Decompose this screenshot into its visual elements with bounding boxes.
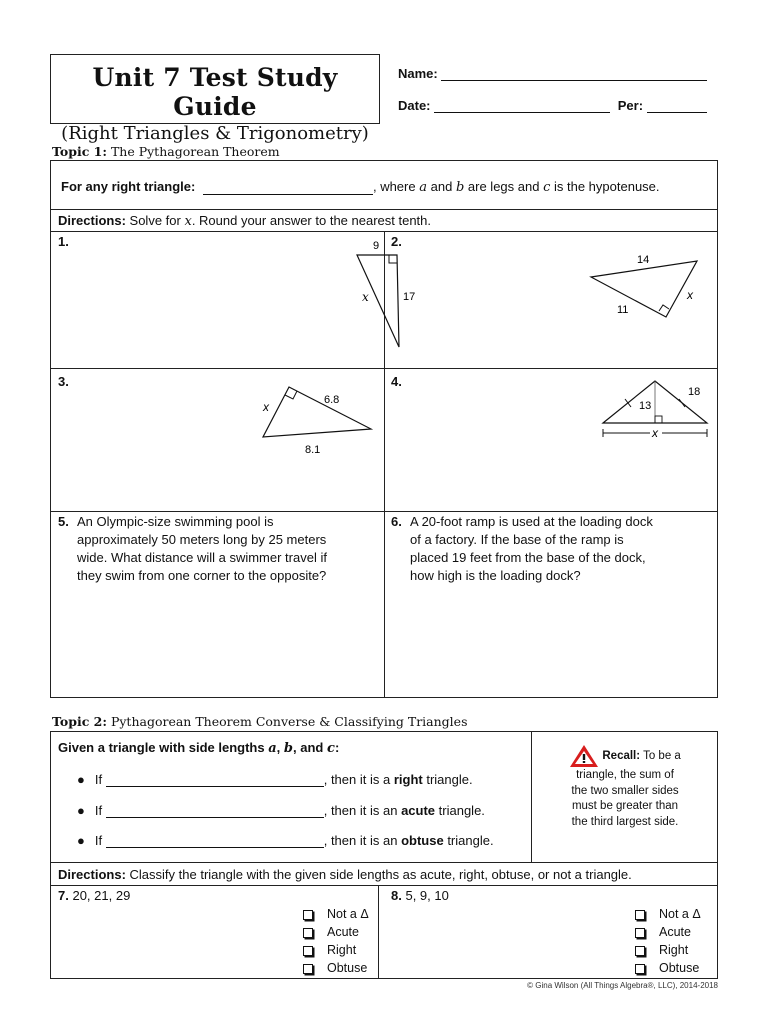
rule-text: and	[430, 179, 453, 194]
right-angle-mark	[659, 305, 669, 311]
triangle-3-diagram	[251, 383, 381, 463]
punct: ,	[293, 740, 297, 755]
option-label: Right	[659, 943, 689, 957]
recall-text: the third largest side.	[571, 815, 679, 828]
label-x: x	[263, 400, 269, 414]
divider	[531, 732, 532, 862]
bullet-if: If	[94, 772, 103, 787]
problem-text-line: how high is the loading dock?	[410, 568, 581, 583]
page-title: Unit 7 Test Study Guide	[92, 63, 338, 121]
var-b: b	[283, 741, 294, 756]
problem-3-number: 3.	[58, 374, 69, 389]
right-angle-mark	[389, 255, 397, 263]
option-label: Right	[327, 943, 357, 957]
topic2-directions	[58, 867, 632, 882]
topic2-box	[50, 731, 718, 979]
page-subtitle: (Right Triangles & Trigonometry)	[61, 123, 369, 144]
divider	[51, 885, 717, 886]
problem-text-line: they swim from one corner to the opposite?	[77, 568, 327, 583]
option-not-triangle[interactable]	[635, 905, 701, 923]
problem-text-line: A 20-foot ramp is used at the loading dock	[410, 514, 653, 529]
bullet-end: triangle.	[447, 833, 494, 848]
problem-5-number: 5.	[58, 514, 69, 529]
topic1-directions	[58, 213, 431, 229]
bullet-right	[77, 772, 473, 787]
var-b: b	[455, 180, 465, 195]
condition-blank[interactable]	[106, 835, 324, 848]
label-x: x	[362, 290, 369, 304]
checkbox[interactable]	[303, 964, 313, 974]
problem-text-line: An Olympic-size swimming pool is	[77, 514, 274, 529]
problem-text-line: approximately 50 meters long by 25 meters	[77, 532, 327, 547]
bullet-acute	[77, 803, 485, 818]
option-obtuse[interactable]	[635, 959, 701, 977]
problem-7-options	[303, 905, 369, 977]
checkbox[interactable]	[303, 946, 313, 956]
checkbox[interactable]	[303, 928, 313, 938]
option-label: Not a Δ	[327, 907, 369, 921]
label-x: x	[687, 288, 693, 302]
rule-text: are legs and	[467, 179, 540, 194]
triangle-2-diagram	[581, 243, 721, 333]
topic2-prefix: Topic 2:	[52, 714, 107, 729]
and-text: and	[300, 740, 324, 755]
bullet-end: triangle.	[426, 772, 473, 787]
directions-text: . Round your answer to the nearest tenth.	[191, 213, 432, 228]
given-text: Given a triangle with side lengths	[58, 740, 265, 755]
copyright-footer: © Gina Wilson (All Things Algebra®, LLC), 2014-2018	[527, 981, 718, 990]
directions-label: Directions:	[58, 213, 126, 228]
topic2-title: Pythagorean Theorem Converse & Classifying Triangles	[110, 714, 468, 729]
label-top: 14	[637, 254, 650, 266]
var-c: c	[327, 741, 335, 756]
option-label: Acute	[659, 925, 691, 939]
topic1-box	[50, 160, 718, 698]
option-label: Obtuse	[327, 961, 368, 975]
option-acute[interactable]	[635, 923, 701, 941]
topic2-heading	[52, 714, 467, 729]
triangle-4-diagram	[591, 377, 721, 447]
bullet-dot: ●	[77, 803, 85, 818]
problem-text-line: placed 19 feet from the base of the dock,	[410, 550, 646, 565]
date-row	[398, 98, 707, 113]
tick-mark	[679, 399, 685, 407]
divider	[51, 862, 717, 863]
bullet-dot: ●	[77, 833, 85, 848]
option-label: Not a Δ	[659, 907, 701, 921]
checkbox[interactable]	[635, 910, 645, 920]
triangle-1-diagram	[301, 237, 431, 357]
bullet-if: If	[94, 833, 103, 848]
problem-text-line: of a factory. If the base of the ramp is	[410, 532, 624, 547]
rule-text: is the hypotenuse.	[554, 179, 660, 194]
option-not-triangle[interactable]	[303, 905, 369, 923]
label-left: 11	[617, 304, 629, 316]
divider	[51, 209, 717, 210]
label-height: 13	[639, 400, 652, 412]
option-obtuse[interactable]	[303, 959, 369, 977]
date-field[interactable]	[434, 98, 610, 113]
bullet-then: , then it is a	[323, 772, 391, 787]
punct: ,	[276, 740, 281, 755]
problem-7	[58, 888, 130, 903]
bullet-then: , then it is an	[323, 833, 398, 848]
date-label: Date:	[398, 98, 431, 113]
option-right[interactable]	[635, 941, 701, 959]
label-top: 6.8	[324, 394, 340, 406]
tick-mark	[625, 399, 631, 407]
rule-text: , where	[372, 179, 416, 194]
pythagorean-rule	[61, 179, 711, 195]
directions-text: Solve for	[129, 213, 181, 228]
recall-note	[537, 744, 713, 830]
option-label: Obtuse	[659, 961, 700, 975]
warning-icon	[569, 744, 599, 768]
directions-label: Directions:	[58, 867, 126, 882]
given-statement	[58, 740, 339, 756]
label-top: 9	[373, 240, 380, 252]
rule-label: For any right triangle:	[61, 179, 196, 194]
bullet-if: If	[94, 803, 103, 818]
divider	[378, 885, 379, 979]
topic1-heading	[52, 144, 280, 159]
recall-text: triangle, the sum of	[576, 769, 674, 781]
per-label: Per:	[617, 98, 644, 113]
word-problem-5	[58, 513, 378, 585]
label-side: 18	[688, 386, 701, 398]
per-field[interactable]	[647, 98, 707, 113]
triangle-3	[263, 387, 371, 437]
directions-text: Classify the triangle with the given side lengths as acute, right, obtuse, or not a triangle.	[129, 867, 632, 882]
recall-text: To be a	[643, 750, 681, 763]
checkbox[interactable]	[635, 928, 645, 938]
name-row	[398, 66, 707, 81]
punct: :	[334, 740, 340, 755]
problem-7-sides: 20, 21, 29	[72, 888, 131, 903]
name-field[interactable]	[441, 66, 707, 81]
checkbox[interactable]	[635, 946, 645, 956]
option-acute[interactable]	[303, 923, 369, 941]
bullet-end: triangle.	[438, 803, 485, 818]
option-label: Acute	[327, 925, 359, 939]
label-right: 17	[403, 291, 416, 303]
title-box	[50, 54, 380, 144]
problem-text-line: wide. What distance will a swimmer travel if	[77, 550, 327, 565]
condition-blank[interactable]	[106, 805, 324, 818]
triangle-type: acute	[401, 803, 436, 818]
option-right[interactable]	[303, 941, 369, 959]
problem-4-number: 4.	[391, 374, 402, 389]
problem-2-number: 2.	[391, 234, 402, 249]
condition-blank[interactable]	[106, 774, 324, 787]
problem-1-number: 1.	[58, 234, 69, 249]
name-label: Name:	[398, 66, 438, 81]
triangle-2	[591, 261, 697, 317]
recall-text: the two smaller sides	[571, 784, 679, 797]
bullet-dot: ●	[77, 772, 85, 787]
problem-8	[391, 888, 449, 903]
topic1-prefix: Topic 1:	[52, 144, 107, 159]
word-problem-6	[391, 513, 711, 585]
problem-8-options	[635, 905, 701, 977]
var-c: c	[543, 180, 551, 195]
recall-text: must be greater than	[571, 800, 679, 812]
bullet-obtuse	[77, 833, 494, 848]
bullet-then: , then it is an	[323, 803, 398, 818]
checkbox[interactable]	[635, 964, 645, 974]
problem-8-number: 8.	[391, 888, 402, 903]
checkbox[interactable]	[303, 910, 313, 920]
label-bottom: 8.1	[305, 444, 321, 456]
recall-label: Recall:	[602, 750, 641, 763]
problem-8-sides: 5, 9, 10	[405, 888, 449, 903]
topic1-title: The Pythagorean Theorem	[110, 144, 280, 159]
right-angle-mark	[655, 416, 662, 423]
var-x: x	[184, 214, 192, 229]
var-a: a	[268, 741, 277, 756]
problem-6-number: 6.	[391, 514, 402, 529]
problem-7-number: 7.	[58, 888, 69, 903]
triangle-type: obtuse	[401, 833, 444, 848]
triangle-type: right	[393, 772, 423, 787]
var-a: a	[419, 180, 427, 195]
rule-blank[interactable]	[203, 182, 373, 195]
label-x: x	[652, 426, 658, 440]
